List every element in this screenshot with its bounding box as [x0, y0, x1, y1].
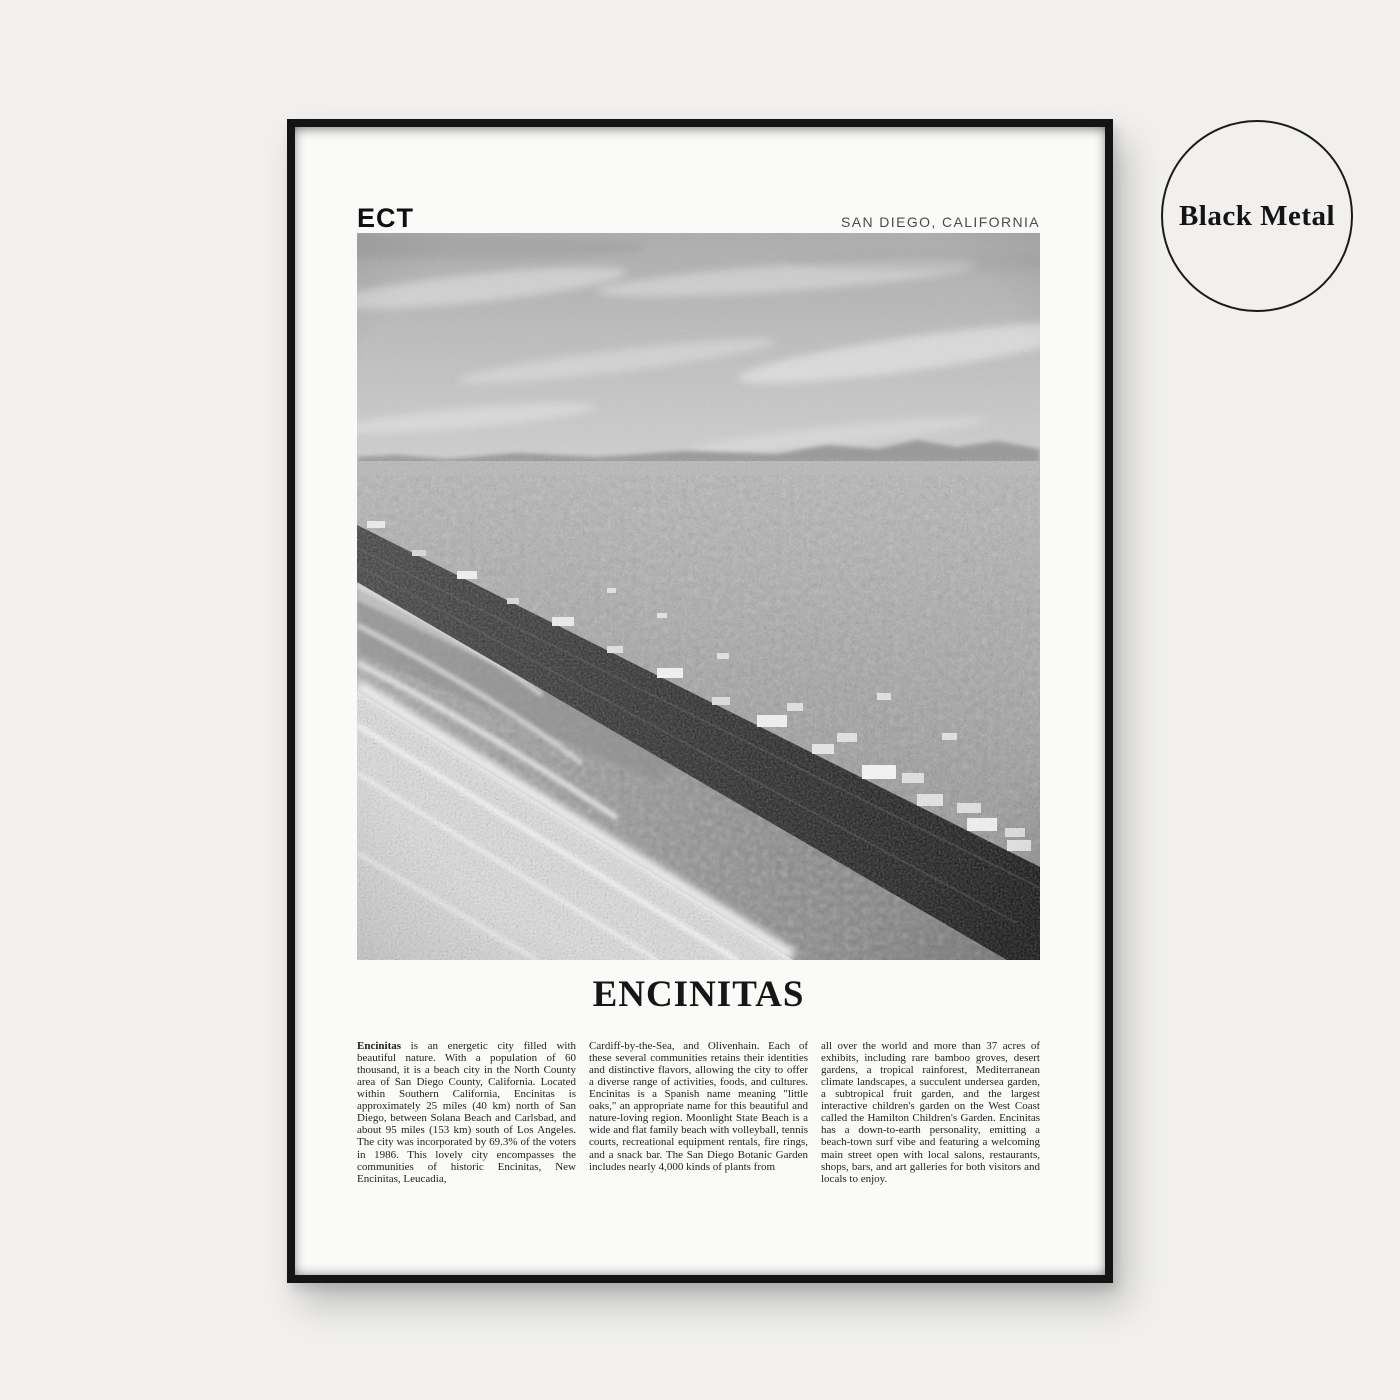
article-column-2 [589, 1040, 808, 1185]
article-column-1 [357, 1040, 576, 1185]
location-text: SAN DIEGO, CALIFORNIA [841, 214, 1040, 230]
vignette [357, 233, 1040, 960]
article [357, 1040, 1040, 1185]
brand-text: ECT [357, 203, 414, 233]
frame-style-label: Black Metal [1178, 199, 1336, 232]
frame-style-badge [1161, 120, 1353, 312]
poster [295, 127, 1105, 1275]
article-column-3 [821, 1040, 1040, 1185]
black-metal-frame [287, 119, 1113, 1283]
article-column-2-text: Cardiff-by-the-Sea, and Olivenhain. Each of these several communities retains their identities and distinctive flavors, allowing the city to offer a diverse range of activities, foods, and cultures. Encinitas is a Spanish name meaning "little oaks," an appropriate name for this beautiful and nature-loving region. Moonlight State Beach is a wide and flat family beach with volleyball, tennis courts, recreational equipment rentals, fire rings, and a snack bar. The San Diego Botanic Garden includes nearly 4,000 kinds of plants from [589, 1039, 808, 1173]
article-column-3-text: all over the world and more than 37 acres of exhibits, including rare bamboo groves, desert gardens, a tropical rainforest, Mediterranean climate landscapes, a succulent undersea garden, a subtropical fruit garden, and the largest interactive children's garden on the West Coast called the Hamilton Children's Garden. Encinitas has a down-to-earth personality, emitting a beach-town surf vibe and featuring a welcoming main street open with local salons, restaurants, shops, bars, and art galleries for both visitors and locals to enjoy. [821, 1039, 1040, 1185]
article-column-1-text: is an energetic city filled with beautiful nature. With a population of 60 thousand, it is a beach city in the North County area of San Diego County, California. Located within Southern California, Encinitas is approximately 25 miles (40 km) north of San Diego, between Solana Beach and Carlsbad, and about 95 miles (153 km) south of Los Angeles. The city was incorporated by 69.3% of the voters in 1986. This lovely city encompasses the communities of historic Encinitas, New Encinitas, Leucadia, [357, 1039, 576, 1185]
city-photo-illustration [357, 233, 1040, 960]
article-lead-word: Encinitas [357, 1039, 402, 1052]
poster-title: ENCINITAS [592, 974, 805, 1015]
city-photo [357, 233, 1040, 960]
poster-header [357, 205, 1040, 233]
